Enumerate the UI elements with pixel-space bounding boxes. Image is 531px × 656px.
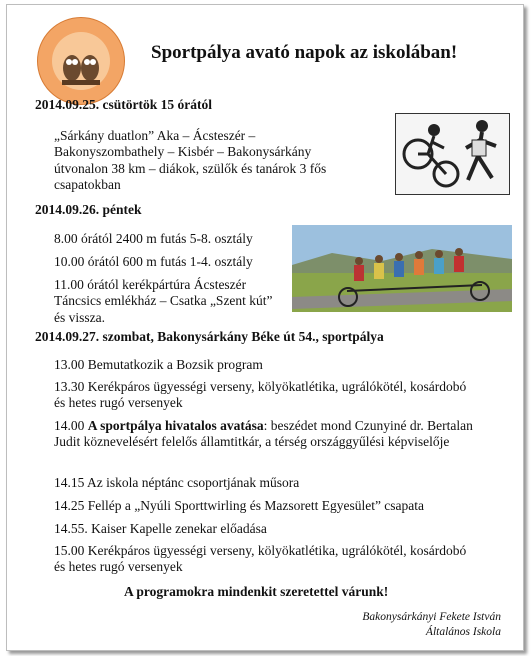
runners-cyclist-drawing bbox=[395, 113, 510, 195]
school-name-line2: Általános Iskola bbox=[425, 626, 501, 638]
school-name-line1: Bakonysárkányi Fekete István bbox=[362, 611, 501, 623]
school-logo-icon bbox=[37, 17, 125, 105]
day-heading-1: 2014.09.25. csütörtök 15 órától bbox=[35, 97, 212, 112]
event-text: 14.25 Fellép a „Nyúli Sporttwirling és Mazsorett Egyesület” csapata bbox=[54, 498, 425, 513]
event-bold: A sportpálya hivatalos avatása bbox=[87, 418, 264, 433]
event-text: 14.55. Kaiser Kapelle zenekar előadása bbox=[54, 521, 267, 536]
event-text: 15.00 Kerékpáros ügyességi verseny, kölyökatlétika, ugrálókötél, kosárdobó és hetes rugó versenyek bbox=[54, 543, 467, 575]
page-title: Sportpálya avató napok az iskolában! bbox=[151, 42, 458, 63]
closing-line: A programokra mindenkit szeretettel várunk! bbox=[124, 584, 389, 599]
event-text: 10.00 órától 600 m futás 1-4. osztály bbox=[54, 254, 253, 269]
event-text: „Sárkány duatlon” Aka – Ácsteszér – Bakonyszombathely – Kisbér – Bakonysárkány útvonalon 38 km – diákok, szülők és tanárok 3 fős csapatokban bbox=[54, 128, 327, 192]
tandem-bicycle-photo bbox=[292, 225, 512, 312]
flyer-page bbox=[6, 4, 524, 651]
event-text: 11.00 órától kerékpártúra Ácsteszér Táncsics emlékház – Csatka „Szent kút” és vissza. bbox=[54, 277, 273, 325]
event-time: 14.00 bbox=[54, 418, 85, 433]
event-text: 8.00 órától 2400 m futás 5-8. osztály bbox=[54, 231, 253, 246]
day-heading-3: 2014.09.27. szombat, Bakonysárkány Béke út 54., sportpálya bbox=[35, 329, 384, 344]
event-text-highlight bbox=[54, 418, 480, 451]
day-heading-2: 2014.09.26. péntek bbox=[35, 202, 142, 217]
event-text: 13.30 Kerékpáros ügyességi verseny, kölyökatlétika, ugrálókötél, kosárdobó és hetes rugó versenyek bbox=[54, 379, 467, 411]
event-text: 13.00 Bemutatkozik a Bozsik program bbox=[54, 357, 263, 372]
school-signature bbox=[362, 610, 501, 640]
event-text: 14.15 Az iskola néptánc csoportjának műsora bbox=[54, 475, 300, 490]
event-rest: : beszédet mond Czunyiné dr. Bertalan Judit köznevelésért felelős államtitkár, a térség országgyűlési képviselője bbox=[54, 418, 473, 450]
